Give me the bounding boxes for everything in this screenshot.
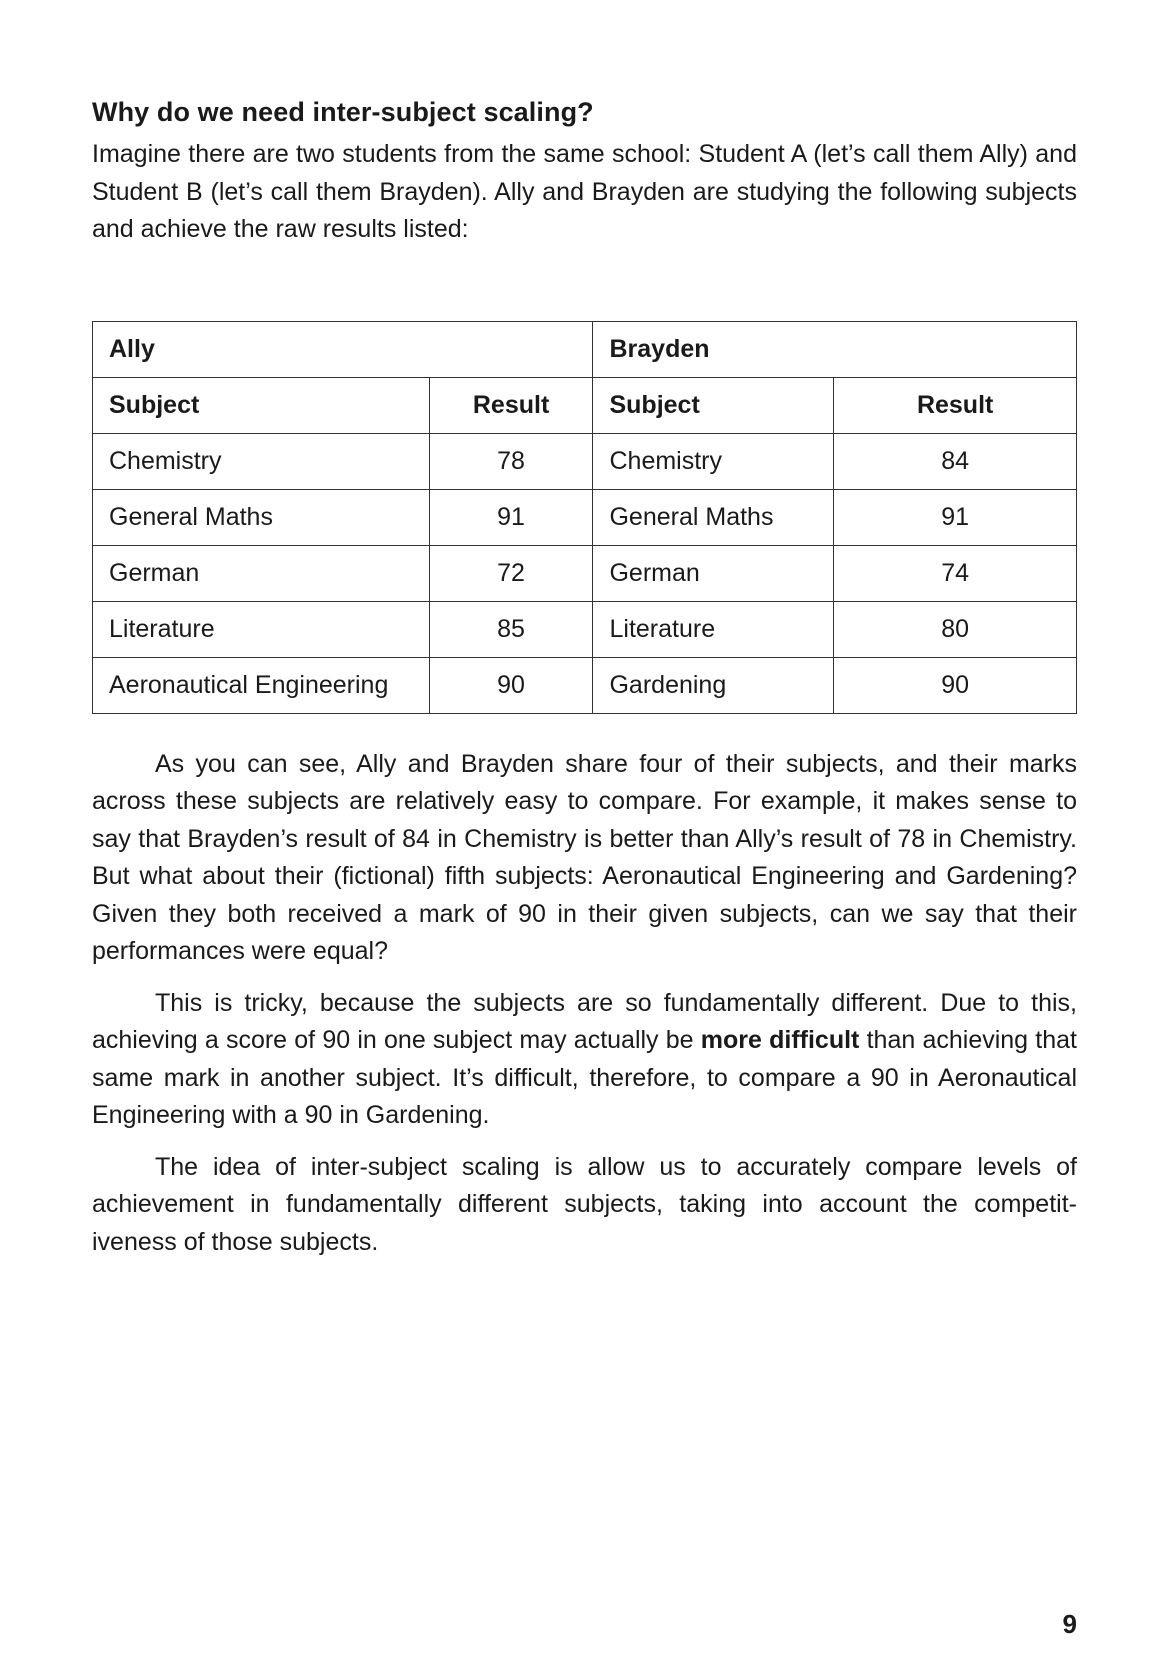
student-a-subject: General Maths xyxy=(93,489,430,545)
student-a-result: 85 xyxy=(429,601,593,657)
difficulty-text-start: This is tricky, because the subjects are so fundamentally different. Due to this, achieving a score of 90 in one subject may actually be xyxy=(92,988,1077,1054)
student-b-result: 80 xyxy=(834,601,1077,657)
student-a-result-header: Result xyxy=(429,377,593,433)
student-b-result: 84 xyxy=(834,433,1077,489)
difficulty-paragraph xyxy=(92,985,1077,1135)
student-a-result: 72 xyxy=(429,545,593,601)
student-b-name: Brayden xyxy=(593,321,1077,377)
column-header-row xyxy=(93,377,1077,433)
student-b-subject: General Maths xyxy=(593,489,834,545)
student-a-subject: Aeronautical Engineering xyxy=(93,657,430,713)
student-b-subject-header: Subject xyxy=(593,377,834,433)
student-a-subject: Literature xyxy=(93,601,430,657)
page-number: 9 xyxy=(1062,1609,1077,1639)
student-b-result-header: Result xyxy=(834,377,1077,433)
table-row xyxy=(93,657,1077,713)
scaling-paragraph: The idea of inter-subject scaling is allow us to accurately compare levels of achievement in fundamentally different subjects, taking into account the competit- iveness of those subjects. xyxy=(92,1152,1077,1256)
student-b-subject: Gardening xyxy=(593,657,834,713)
section-heading: Why do we need inter-subject scaling? xyxy=(92,97,594,127)
table-row xyxy=(93,433,1077,489)
intro-paragraph: Imagine there are two students from the same school: Student A (let’s call them Ally) and Student B (let’s call them Brayden). Ally and Brayden are studying the following subjects and achieve the raw results listed: xyxy=(92,140,1077,243)
student-header-row xyxy=(93,321,1077,377)
student-b-subject: Chemistry xyxy=(593,433,834,489)
student-b-result: 90 xyxy=(834,657,1077,713)
student-a-result: 78 xyxy=(429,433,593,489)
student-a-result: 91 xyxy=(429,489,593,545)
student-a-subject: Chemistry xyxy=(93,433,430,489)
table-row xyxy=(93,601,1077,657)
table-row xyxy=(93,545,1077,601)
student-a-result: 90 xyxy=(429,657,593,713)
student-b-result: 91 xyxy=(834,489,1077,545)
page-content xyxy=(92,90,1077,1261)
results-table xyxy=(92,321,1077,714)
student-b-subject: German xyxy=(593,545,834,601)
student-a-subject: German xyxy=(93,545,430,601)
comparison-paragraph: As you can see, Ally and Brayden share four of their subjects, and their marks across these subjects are relatively easy to compare. For example, it makes sense to say that Brayden’s result of 84 in Chemistry is better than Ally’s result of 78 in Chemistry. But what about their (fictional) fifth subjects: Aeronautical Engineering and Gardening? Given they both received a mark of 90 in their given subjects, can we say that their performances were equal? xyxy=(92,749,1077,965)
student-a-subject-header: Subject xyxy=(93,377,430,433)
table-row xyxy=(93,489,1077,545)
difficulty-text-end: than achieving that same mark in another subject. It’s difficult, therefore, to compare a 90 in Aeronautical Engineering with a 90 in Gardening. xyxy=(92,1026,1077,1129)
student-b-subject: Literature xyxy=(593,601,834,657)
emphasis-text: more difficult xyxy=(700,1026,860,1054)
student-b-result: 74 xyxy=(834,545,1077,601)
student-a-name: Ally xyxy=(93,321,593,377)
